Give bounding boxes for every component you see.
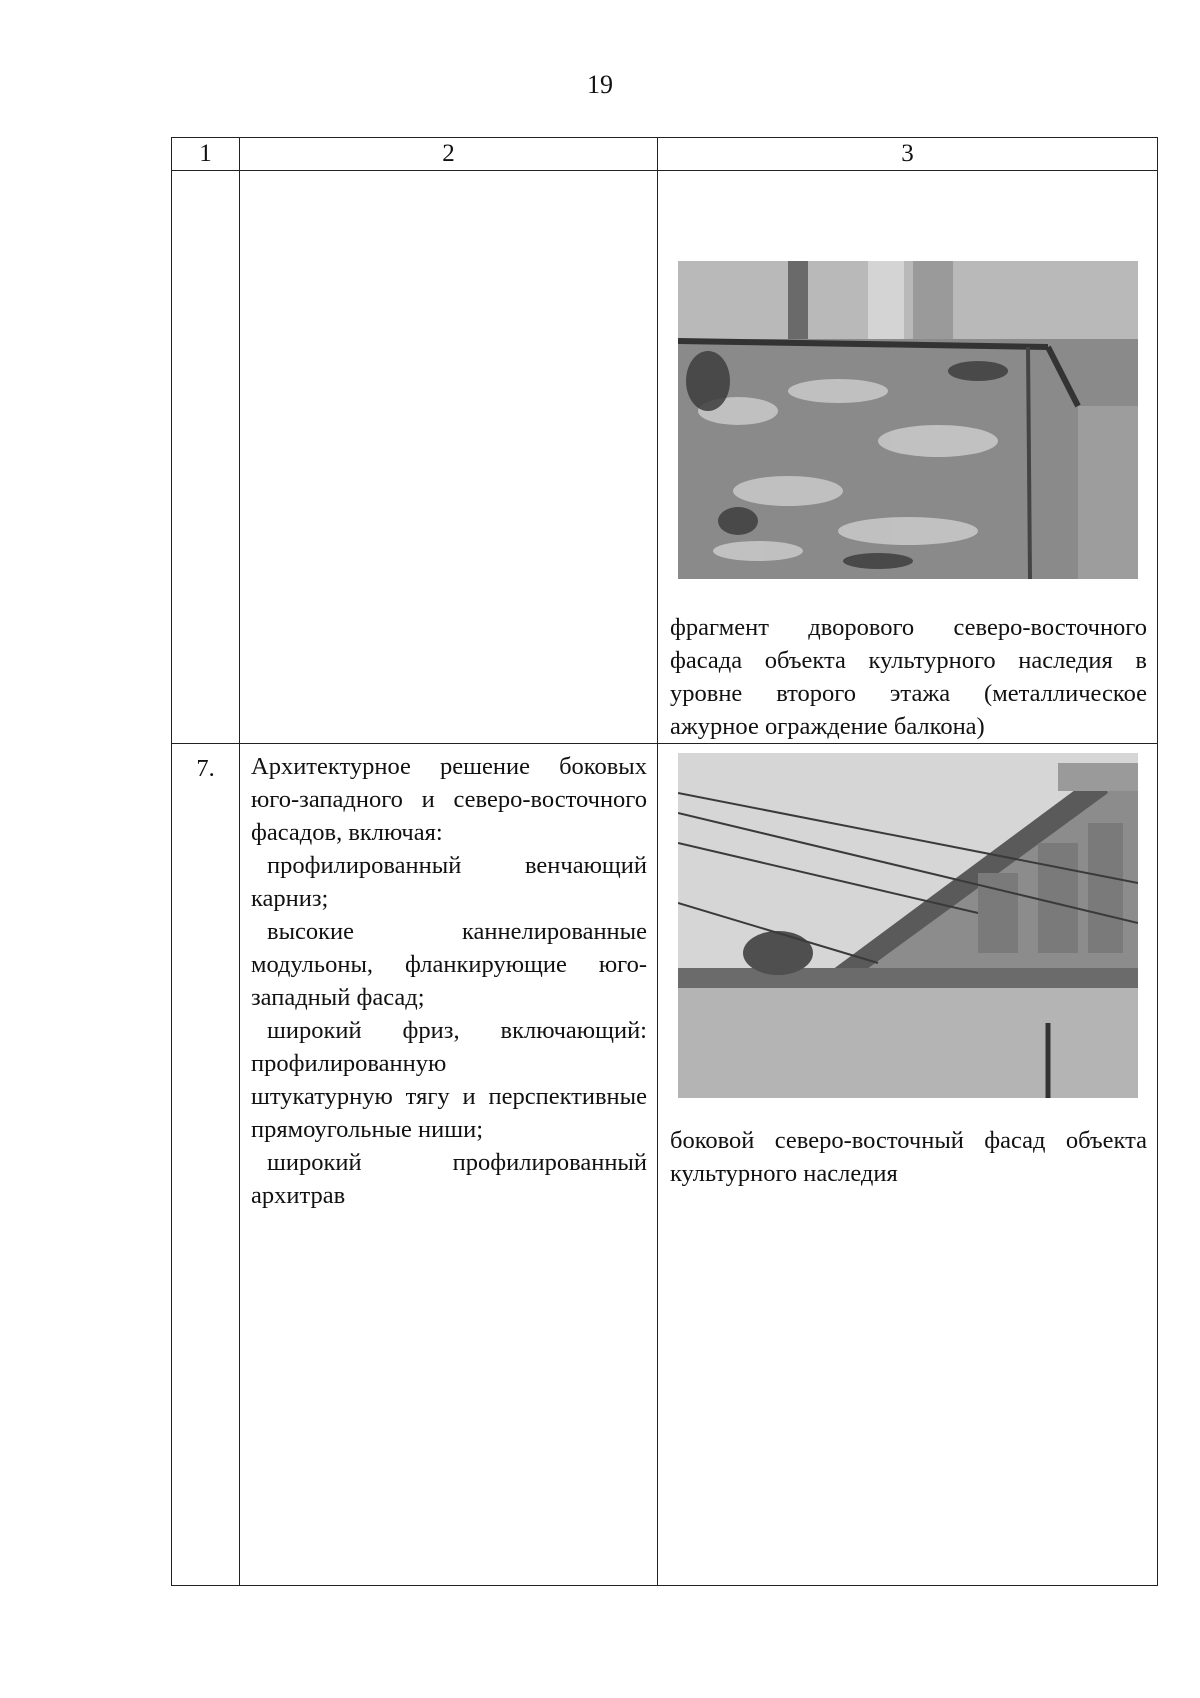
table-row xyxy=(172,171,1158,744)
heritage-table xyxy=(171,137,1158,1586)
description-item: широкий фриз, включающий: профилированную xyxy=(251,1017,647,1077)
description-item-continuation: штукатурную тягу и перспективные прямоугольные ниши; xyxy=(251,1083,647,1143)
header-col-3: 3 xyxy=(658,138,1158,171)
header-col-1: 1 xyxy=(172,138,240,171)
row-description xyxy=(240,744,657,1212)
table-row xyxy=(172,744,1158,1586)
page-number: 19 xyxy=(587,70,613,99)
row-number: 7. xyxy=(172,744,240,1586)
side-facade-photo xyxy=(678,753,1138,1098)
balcony-railing-photo xyxy=(678,261,1138,579)
description-item: широкий профилированный архитрав xyxy=(251,1149,647,1209)
table-header-row xyxy=(172,138,1158,171)
description-item: профилированный венчающий карниз; xyxy=(251,852,647,912)
description-intro: Архитектурное решение боковых юго-западного и северо-восточного фасадов, включая: xyxy=(251,753,647,846)
photo-caption: боковой северо-восточный фасад объекта культурного наследия xyxy=(670,1127,1147,1187)
row-photo-cell xyxy=(658,744,1158,1586)
row-description-cell xyxy=(240,171,658,744)
row-description-cell xyxy=(240,744,658,1586)
header-col-2: 2 xyxy=(240,138,658,171)
row-photo-cell xyxy=(658,171,1158,744)
description-item: высокие каннелированные модульоны, фланкирующие юго-западный фасад; xyxy=(251,918,647,1011)
photo-caption: фрагмент дворового северо-восточного фасада объекта культурного наследия в уровне второго этажа (металлическое ажурное ограждение балкона) xyxy=(670,614,1147,740)
row-number-cell xyxy=(172,171,240,744)
